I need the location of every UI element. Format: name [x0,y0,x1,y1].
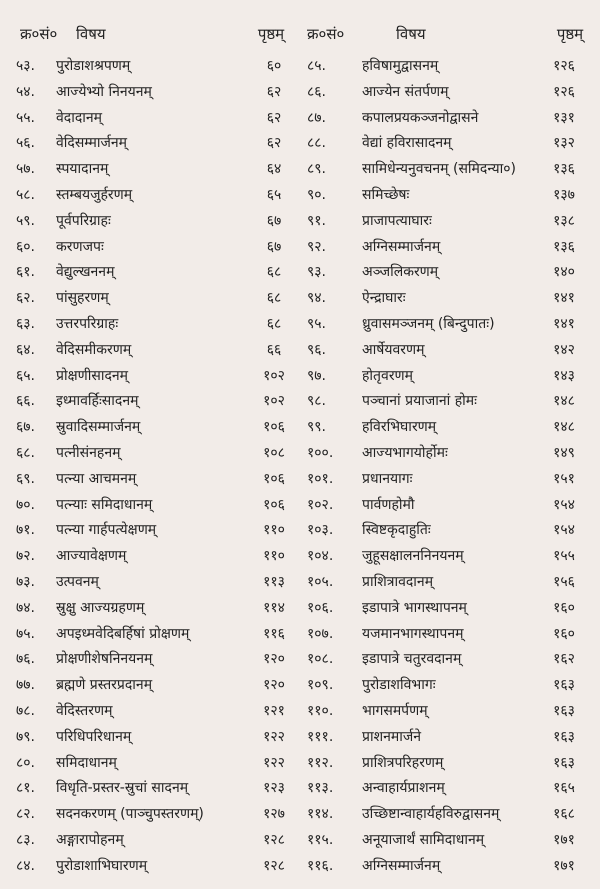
right-item-page: १६३ [553,703,575,719]
left-item-title: प्रोक्षणीसादनम् [56,367,129,384]
left-item-number: ५८. [16,187,36,203]
right-item-page: १५६ [553,574,575,590]
left-item-number: ६४. [16,341,36,358]
right-item-title: प्राशनमार्जने [362,728,422,745]
left-item-page: १०२ [263,393,285,410]
left-item-number: ६६. [16,393,36,410]
left-item-page: १२८ [263,832,285,848]
left-item-title: पत्न्या आचमनम् [56,470,137,487]
left-item-title: स्पयादानम् [56,161,109,178]
right-item-page: १३१ [553,109,575,126]
right-item-title: इडापात्रे चतुरवदानम् [362,651,462,668]
left-item-title: आज्येभ्यो निनयनम् [56,83,152,100]
right-item-number: ९९. [307,419,327,436]
left-item-number: ५४. [16,83,36,100]
right-item-page: १५४ [553,522,575,539]
left-item-page: ६२ [266,109,282,126]
right-item-page: १४२ [553,341,575,358]
right-item-title: पञ्चानां प्रयाजानां होमः [362,393,477,410]
left-item-number: ८०. [16,754,36,771]
left-item-number: ७९. [16,728,36,745]
left-item-number: ८४. [16,857,36,874]
left-item-title: पुरोडाशाभिघारणम् [56,857,148,874]
right-item-title: अग्निसम्मार्जनम् [362,857,441,874]
left-page-header: पृष्ठम् [257,25,285,43]
right-item-number: १०५. [307,574,334,590]
right-item-page: १६२ [553,651,575,668]
right-item-page: १२६ [553,83,575,100]
right-item-number: ११२. [307,754,334,771]
right-item-title: प्रधानयागः [362,470,413,487]
right-item-page: १४१ [553,290,575,307]
left-item-number: ७५. [16,625,36,642]
right-item-page: १५४ [553,496,575,513]
right-item-page: १६० [553,599,575,616]
right-item-number: ८६. [307,83,327,100]
left-item-page: १२० [263,651,285,668]
left-item-page: ६८ [266,264,282,281]
right-item-number: १०९. [307,677,334,694]
right-item-title: प्राशित्रावदानम् [362,574,434,590]
left-item-title: परिधिपरिधानम् [56,728,132,745]
right-item-page: १४८ [553,393,575,410]
left-item-title: प्रोक्षणीशेषनिनयनम् [56,651,153,668]
left-subject-header: विषय [76,25,106,43]
right-item-title: अन्वाहार्यप्राशनम् [362,780,445,797]
right-item-page: १७१ [553,832,575,848]
right-item-title: आज्येन संतर्पणम् [362,83,449,100]
left-item-title: वेदिसमीकरणम् [56,341,132,358]
right-item-title: आज्यभागयोर्होमः [362,445,448,461]
right-item-page: १७१ [553,857,575,874]
right-item-page: १४८ [553,419,575,436]
left-item-title: समिदाधानम् [56,754,117,771]
left-item-page: १२३ [263,780,285,797]
left-item-title: करणजपः [56,238,104,255]
left-item-title: वेदिसम्मार्जनम् [56,135,128,152]
left-item-title: अपइध्मवेदिबर्हिषां प्रोक्षणम् [56,625,190,642]
left-item-page: ६७ [266,238,282,255]
left-item-number: ५६. [16,135,36,152]
right-item-page: १४९ [553,445,575,461]
left-item-title: वेद्युल्खननम् [56,264,115,281]
left-item-number: ६३. [16,316,36,332]
right-item-number: ९३. [307,264,327,281]
left-item-number: ७६. [16,651,36,668]
left-item-number: ७८. [16,703,36,719]
right-item-number: ११४. [307,806,334,823]
right-item-page: १५५ [553,548,575,565]
left-item-number: ७०. [16,496,36,513]
right-item-number: ८८. [307,135,327,152]
left-item-title: सदनकरणम् (पाञ्चुपस्तरणम्) [56,806,204,823]
left-item-number: ७२. [16,548,36,565]
right-item-page: १६५ [553,780,575,797]
right-item-number: ९६. [307,341,327,358]
right-item-number: ९२. [307,238,327,255]
right-item-page: १३६ [553,161,575,178]
left-item-number: ७१. [16,522,36,539]
left-item-page: १०८ [263,445,285,461]
left-item-page: ११० [263,522,285,539]
right-item-title: उच्छिष्टान्वाहार्यहविरुद्वासनम् [362,806,500,823]
left-item-number: ६०. [16,238,36,255]
right-item-title: पुरोडाशविभागः [362,677,436,694]
right-item-page: १३२ [553,135,575,152]
right-item-number: ९०. [307,187,327,203]
right-item-title: जुहूसक्षालननिनयनम् [362,548,464,565]
left-item-number: ६२. [16,290,36,307]
left-item-title: पत्न्या गार्हपत्येक्षणम् [56,522,157,539]
left-item-number: ७७. [16,677,36,694]
left-item-page: १२७ [263,806,285,823]
right-item-number: ८५. [307,58,327,74]
left-number-header: क्र०सं० [20,25,58,43]
left-item-number: ५५. [16,109,36,126]
left-item-number: ५७. [16,161,36,178]
right-item-number: ८९. [307,161,327,178]
right-item-number: ११५. [307,832,334,848]
left-item-title: ब्रह्मणे प्रस्तरप्रदानम् [56,677,153,694]
right-item-number: १०८. [307,651,334,668]
left-item-page: १०२ [263,367,285,384]
right-item-number: ११०. [307,703,334,719]
left-item-title: स्तम्बयजुर्हरणम् [56,187,133,203]
left-item-title: इध्मावर्हिःसादनम् [56,393,139,410]
left-item-page: १२२ [263,728,285,745]
left-item-page: १०६ [263,496,285,513]
left-item-title: स्रुक्षु आज्यग्रहणम् [56,599,145,616]
left-item-title: उत्पवनम् [56,574,99,590]
right-item-page: १४१ [553,316,575,332]
right-item-page: १३७ [553,187,575,203]
right-item-page: १६३ [553,754,575,771]
right-item-page: १६० [553,625,575,642]
left-item-title: वेदिस्तरणम् [56,703,113,719]
left-item-page: १२१ [263,703,285,719]
left-item-page: ६४ [266,161,282,178]
right-subject-header: विषय [396,25,426,43]
right-item-title: प्राशित्रपरिहरणम् [362,754,444,771]
table-header [0,17,600,51]
left-item-title: विधृति-प्रस्तर-स्रुचां सादनम् [56,780,189,797]
right-item-number: १०४. [307,548,334,565]
right-item-page: १४३ [553,367,575,384]
right-item-page: १४० [553,264,575,281]
right-item-number: ११३. [307,780,334,797]
right-item-title: यजमानभागस्थापनम् [362,625,464,642]
right-item-number: १०७. [307,625,334,642]
right-item-title: समिच्छेषः [362,187,410,203]
left-item-number: ६९. [16,470,36,487]
right-item-title: इडापात्रे भागस्थापनम् [362,599,467,616]
right-item-title: अञ्जलिकरणम् [362,264,439,281]
right-item-number: १००. [307,445,334,461]
right-item-page: १३८ [553,212,575,229]
right-item-page: १६३ [553,677,575,694]
right-item-number: ९१. [307,212,327,229]
right-item-title: पार्वणहोमौ [362,496,415,513]
left-item-number: ८२. [16,806,36,823]
left-item-page: १२२ [263,754,285,771]
left-item-page: ६० [266,58,282,74]
right-item-page: १६३ [553,728,575,745]
right-item-number: ९५. [307,316,327,332]
left-item-number: ६७. [16,419,36,436]
right-item-page: १६८ [553,806,575,823]
left-item-title: स्रुवादिसम्मार्जनम् [56,419,141,436]
left-item-title: पत्नीसंनहनम् [56,445,121,461]
left-item-title: वेदादानम् [56,109,103,126]
right-item-number: १०१. [307,470,334,487]
toc-row [0,851,600,882]
right-item-number: १०६. [307,599,334,616]
right-page-header: पृष्ठम् [556,25,584,43]
right-item-number: १११. [307,728,334,745]
left-item-page: ६५ [266,187,282,203]
left-item-page: ६७ [266,212,282,229]
left-item-page: १०६ [263,419,285,436]
left-item-title: आज्यावेक्षणम् [56,548,127,565]
left-item-title: उत्तरपरिग्राहः [56,316,119,332]
right-item-title: हविरभिघारणम् [362,419,437,436]
right-item-number: ८७. [307,109,327,126]
right-item-title: सामिधेन्यनुवचनम् (समिदन्या०) [362,161,516,178]
right-item-page: १३६ [553,238,575,255]
right-item-title: हविषामुद्वासनम् [362,58,439,74]
left-item-title: अङ्गारापोहनम् [56,832,124,848]
left-item-number: ८३. [16,832,36,848]
left-item-number: ६८. [16,445,36,461]
right-item-title: ऐन्द्राघारः [362,290,406,307]
left-item-page: ११६ [263,625,285,642]
left-item-page: ६२ [266,83,282,100]
left-item-number: ८१. [16,780,36,797]
left-item-page: ६६ [266,341,282,358]
right-item-title: प्राजापत्याघारः [362,212,432,229]
right-item-title: स्विष्टकृदाहुतिः [362,522,431,539]
right-item-title: भागसमर्पणम् [362,703,428,719]
right-item-number: ११६. [307,857,334,874]
right-item-title: अनूयाजार्थं सामिदाधानम् [362,832,485,848]
left-item-title: पूर्वपरिग्राहः [56,212,111,229]
right-item-number: १०२. [307,496,334,513]
left-item-page: ११० [263,548,285,565]
right-item-title: आर्षेयवरणम् [362,341,425,358]
left-item-title: पांसुहरणम् [56,290,109,307]
right-item-number: ९४. [307,290,327,307]
left-item-page: ६२ [266,135,282,152]
left-item-page: ११४ [263,599,285,616]
left-item-page: १२८ [263,857,285,874]
right-item-title: वेद्यां हविरासादनम् [362,135,452,152]
left-item-number: ६१. [16,264,36,281]
left-item-number: ५३. [16,58,36,74]
right-item-number: ९७. [307,367,327,384]
right-item-page: १५१ [553,470,575,487]
left-item-number: ७४. [16,599,36,616]
left-item-page: १२० [263,677,285,694]
left-item-number: ७३. [16,574,36,590]
left-item-title: पत्न्याः समिदाधानम् [56,496,153,513]
right-item-title: अग्निसम्मार्जनम् [362,238,441,255]
right-item-title: होतृवरणम् [362,367,414,384]
right-item-title: कपालप्रयकञ्जनोद्वासने [362,109,479,126]
left-item-page: ६८ [266,316,282,332]
right-item-number: १०३. [307,522,334,539]
left-item-title: पुरोडाशश्रपणम् [56,58,131,74]
right-item-page: १२६ [553,58,575,74]
left-item-page: ११३ [263,574,285,590]
left-item-number: ६५. [16,367,36,384]
right-item-title: ध्रुवासमञ्जनम् (बिन्दुपातः) [362,316,495,332]
left-item-number: ५९. [16,212,36,229]
left-item-page: ६८ [266,290,282,307]
right-item-number: ९८. [307,393,327,410]
left-item-page: १०६ [263,470,285,487]
right-number-header: क्र०सं० [307,25,345,43]
